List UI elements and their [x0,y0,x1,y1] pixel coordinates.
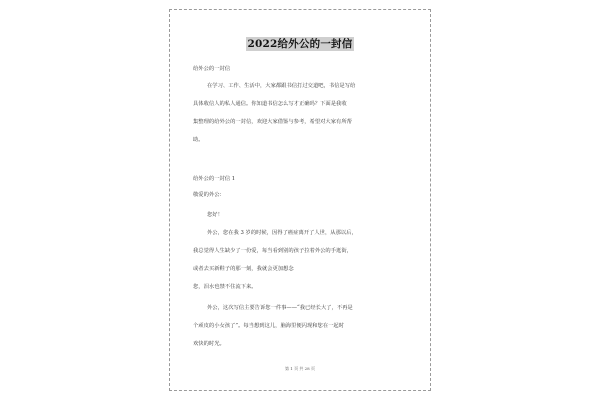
body-line-6: 个顽皮的小女孩了”。每当想到这儿，脑海里便闪现和您在一起时 [193,323,345,329]
salutation: 敬爱的外公： [193,192,225,198]
letter-heading: 给外公的一封信 1 [193,176,236,182]
body-line-4: 您，泪水也禁不住流下来。 [193,284,257,290]
subtitle: 给外公的一封信 [193,66,231,72]
body-line-1: 外公，您在我 3 岁的时候，因得了癌症离开了人世，从那以后， [207,230,357,236]
body-line-2: 我总觉得人生缺少了一份爱，每当看到别的孩子拉着外公的手逛街， [193,248,352,254]
body-line-3: 或者去买新鞋子的那一刻，我就会更加想念 [193,266,294,272]
document-page [169,9,431,391]
intro-line-4: 助。 [193,137,204,143]
document-title: 2022给外公的一封信 [247,38,353,50]
intro-line-1: 在学习、工作、生活中，大家都跟书信打过交道吧，书信是写给 [207,83,356,89]
greeting: 您好！ [207,212,223,218]
body-line-5: 外公，这次写信主要告诉您一件事——“我已经长大了，不再是 [207,305,353,311]
intro-line-3: 集整理的给外公的一封信，欢迎大家借鉴与参考，希望对大家有所帮 [193,119,352,125]
intro-line-2: 具体收信人的私人通信。你知道书信怎么写才正确吗？下面是我收 [193,101,347,107]
page-footer: 第 1 页 共 28 页 [285,366,315,371]
body-line-7: 欢快的时光。 [193,341,225,347]
